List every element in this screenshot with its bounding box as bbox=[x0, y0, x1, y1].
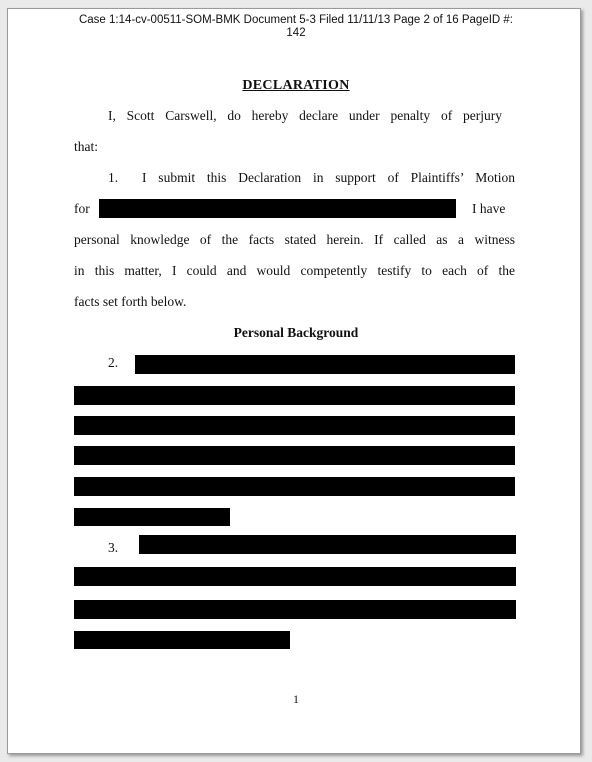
case-header-line2: 142 bbox=[286, 27, 306, 39]
section-heading: Personal Background bbox=[233, 325, 359, 340]
intro-line-2: that: bbox=[74, 139, 98, 154]
redaction-bar bbox=[74, 477, 515, 496]
redaction-bar bbox=[74, 567, 516, 586]
paragraph-2-number: 2. bbox=[108, 355, 119, 370]
redaction-bar bbox=[74, 416, 515, 435]
paragraph-1-line-1: I submit this Declaration in support of Plaintiffs’ Motion bbox=[142, 170, 515, 185]
redaction-bar bbox=[99, 199, 456, 218]
paragraph-1-line-5: facts set forth below. bbox=[74, 294, 187, 309]
paragraph-1-number: 1. bbox=[108, 170, 119, 185]
paragraph-1-line-3: personal knowledge of the facts stated herein. If called as a witness bbox=[74, 232, 515, 247]
redaction-bar bbox=[74, 508, 230, 526]
paragraph-1-for: for bbox=[74, 201, 90, 216]
case-header bbox=[0, 14, 592, 40]
paragraph-1-i-have: I have bbox=[472, 201, 506, 216]
page-number: 1 bbox=[293, 692, 299, 706]
redaction-bar bbox=[139, 535, 516, 554]
redaction-bar bbox=[135, 355, 515, 374]
paragraph-3-number: 3. bbox=[108, 540, 119, 555]
redaction-bar bbox=[74, 600, 516, 619]
declaration-title: DECLARATION bbox=[242, 78, 350, 93]
redaction-bar bbox=[74, 631, 290, 649]
case-header-line1: Case 1:14-cv-00511-SOM-BMK Document 5-3 Filed 11/11/13 Page 2 of 16 PageID #: bbox=[78, 14, 514, 26]
redaction-bar bbox=[74, 386, 515, 405]
redaction-bar bbox=[74, 446, 515, 465]
intro-line-1: I, Scott Carswell, do hereby declare under penalty of perjury bbox=[108, 108, 502, 123]
paragraph-1-line-4: in this matter, I could and would competently testify to each of the bbox=[74, 263, 515, 278]
